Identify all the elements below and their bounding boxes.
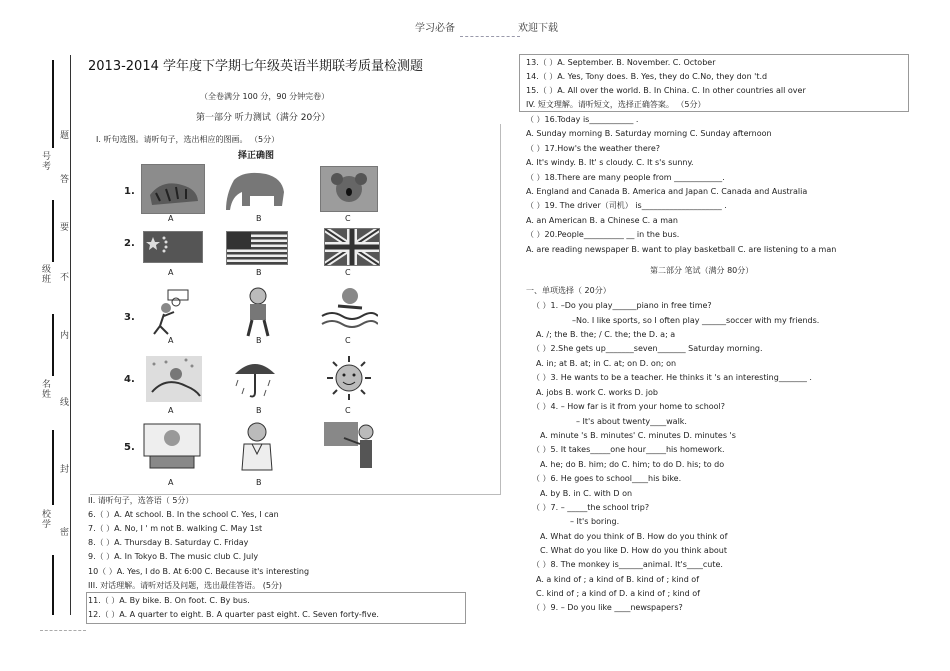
- option-label: A: [168, 478, 174, 487]
- answer-line: A. Sunday morning B. Saturday morning C. Sunday afternoon: [526, 129, 772, 138]
- china-flag-icon: [143, 231, 203, 263]
- part1-title: 第一部分 听力测试（满分 20分）: [196, 113, 331, 123]
- section3-title: III. 对话理解。请听对话及问题，选出最佳答语。 (5分): [88, 581, 283, 590]
- school-label: 校学: [42, 510, 52, 530]
- answer-line: 11.（ ）A. By bike. B. On foot. C. By bus.: [88, 596, 250, 605]
- option-label: A: [168, 268, 174, 277]
- seal-char: 内: [60, 331, 70, 341]
- binding-line: [52, 60, 54, 148]
- question-line: –No. I like sports, so I often play ______soccer with my friends.: [572, 316, 820, 325]
- question-line: （ ）19. The driver（司机） is____________________ .: [526, 201, 727, 210]
- picture-title: 择正确图: [238, 151, 275, 161]
- question-line: （ ）4. – How far is it from your home to school?: [532, 402, 726, 411]
- answer-line: A. minute 's B. minutes' C. minutes D. minutes 's: [540, 431, 736, 440]
- corner-dash: [40, 630, 86, 632]
- option-label: B: [256, 268, 262, 277]
- usa-flag-icon: [226, 231, 288, 265]
- option-label: C: [345, 268, 351, 277]
- doctor-icon: [232, 420, 282, 474]
- question-line: （ ）3. He wants to be a teacher. He thinks it 's an interesting_______ .: [532, 373, 812, 382]
- score-note: （全卷满分 100 分，90 分钟完卷）: [200, 92, 330, 101]
- sun-icon: [324, 354, 374, 402]
- header-dash: [460, 36, 520, 38]
- class-label: 级班: [42, 265, 52, 285]
- row-number: 3.: [124, 312, 135, 323]
- binding-line: [52, 555, 54, 615]
- section2-title: II. 请听句子，选答语（ 5分）: [88, 496, 194, 505]
- question-line: （ ）9. – Do you like ____newspapers?: [532, 603, 683, 612]
- answer-line: 10（ ）A. Yes, I do B. At 6:00 C. Because it's interesting: [88, 567, 310, 576]
- answer-line: 9.（ ）A. In Tokyo B. The music club C. July: [88, 552, 259, 561]
- row-number: 2.: [124, 238, 135, 249]
- option-label: A: [168, 214, 174, 223]
- answer-line: A. /; the B. the; / C. the; the D. a; a: [536, 330, 676, 339]
- answer-line: 13.（ ）A. September. B. November. C. October: [526, 58, 716, 67]
- row-number: 1.: [124, 186, 135, 197]
- answer-line: A. a kind of ; a kind of B. kind of ; kind of: [536, 575, 700, 584]
- part2-title: 第二部分 笔试（满分 80分）: [650, 266, 754, 275]
- answer-line: 7.（ ）A. No, I ' m not B. walking C. May 1st: [88, 524, 263, 533]
- section1-title: I. 听句选图。请听句子，选出相应的图画。 （5分）: [96, 135, 280, 144]
- answer-line: A. by B. in C. with D on: [540, 489, 633, 498]
- uk-flag-icon: [324, 228, 380, 266]
- seal-char: 题: [60, 131, 70, 141]
- answer-line: A. he; do B. him; do C. him; to do D. his; to do: [540, 460, 725, 469]
- section-title: 一、单项选择（ 20分）: [526, 286, 611, 295]
- seal-char: 线: [60, 398, 70, 408]
- answer-line: 15.（ ）A. All over the world. B. In China. C. In other countries all over: [526, 86, 806, 95]
- binding-line: [52, 430, 54, 505]
- binding-line: [52, 200, 54, 262]
- question-line: （ ）2.She gets up_______seven_______ Saturday morning.: [532, 344, 763, 353]
- tiger-icon: [141, 164, 205, 214]
- rain-icon: [230, 354, 280, 402]
- answer-line: 12.（ ）A. A quarter to eight. B. A quarter past eight. C. Seven forty-five.: [88, 610, 379, 619]
- student-icon: [142, 422, 202, 472]
- name-label: 名姓: [42, 380, 52, 400]
- option-label: B: [256, 214, 262, 223]
- answer-line: A. What do you think of B. How do you think of: [540, 532, 728, 541]
- row-number: 4.: [124, 374, 135, 385]
- question-line: （ ）16.Today is___________ .: [526, 115, 639, 124]
- answer-line: A. in; at B. at; in C. at; on D. on; on: [536, 359, 677, 368]
- snow-icon: [146, 356, 202, 402]
- answer-line: A. are reading newspaper B. want to play basketball C. are listening to a man: [526, 245, 837, 254]
- binding-line: [52, 314, 54, 376]
- swimming-icon: [318, 286, 378, 330]
- page-title: 2013-2014 学年度下学期七年级英语半期联考质量检测题: [88, 59, 423, 74]
- question-line: （ ）18.There are many people from ____________.: [526, 173, 725, 182]
- option-label: A: [168, 336, 174, 345]
- answer-line: 6.（ ）A. At school. B. In the school C. Yes, I can: [88, 510, 279, 519]
- question-line: – It's about twenty____walk.: [576, 417, 687, 426]
- seal-line: [70, 55, 71, 615]
- answer-line: 8.（ ）A. Thursday B. Saturday C. Friday: [88, 538, 249, 547]
- answer-line: A. jobs B. work C. works D. job: [536, 388, 658, 397]
- section4-title: IV. 短文理解。请听短文，选择正确答案。 （5分）: [526, 100, 706, 109]
- answer-line: A. England and Canada B. America and Japan C. Canada and Australia: [526, 187, 808, 196]
- header-right: 欢迎下载: [518, 23, 558, 34]
- question-line: （ ）1. –Do you play______piano in free time?: [532, 301, 712, 310]
- option-label: C: [345, 214, 351, 223]
- option-label: B: [256, 478, 262, 487]
- boy-icon: [236, 286, 280, 338]
- question-line: （ ）20.People__________ __ in the bus.: [526, 230, 680, 239]
- question-line: （ ）17.How's the weather there?: [526, 144, 661, 153]
- option-label: B: [256, 336, 262, 345]
- seal-char: 密: [60, 528, 70, 538]
- koala-icon: [320, 166, 378, 212]
- question-line: （ ）8. The monkey is______animal. It's____cute.: [532, 560, 723, 569]
- seal-char: 不: [60, 273, 70, 283]
- question-line: （ ）7. – _____the school trip?: [532, 503, 650, 512]
- elephant-icon: [224, 166, 290, 212]
- basketball-icon: [146, 288, 200, 336]
- answer-line: C. kind of ; a kind of D. a kind of ; kind of: [536, 589, 700, 598]
- header-left: 学习必备: [415, 23, 455, 34]
- option-label: A: [168, 406, 174, 415]
- row-number: 5.: [124, 442, 135, 453]
- option-label: C: [345, 406, 351, 415]
- option-label: B: [256, 406, 262, 415]
- answer-line: 14.（ ）A. Yes, Tony does. B. Yes, they do C.No, they don 't.d: [526, 72, 768, 81]
- answer-line: A. It's windy. B. It' s cloudy. C. It s's sunny.: [526, 158, 694, 167]
- question-line: （ ）6. He goes to school____his bike.: [532, 474, 682, 483]
- exam-number-label: 号考: [42, 152, 52, 172]
- option-label: C: [345, 336, 351, 345]
- seal-char: 封: [60, 465, 70, 475]
- answer-line: C. What do you like D. How do you think about: [540, 546, 728, 555]
- seal-char: 要: [60, 223, 70, 233]
- question-line: – It's boring.: [570, 517, 620, 526]
- teacher-icon: [322, 420, 378, 472]
- seal-char: 答: [60, 175, 70, 185]
- question-line: （ ）5. It takes_____one hour_____his homework.: [532, 445, 725, 454]
- answer-line: A. an American B. a Chinese C. a man: [526, 216, 678, 225]
